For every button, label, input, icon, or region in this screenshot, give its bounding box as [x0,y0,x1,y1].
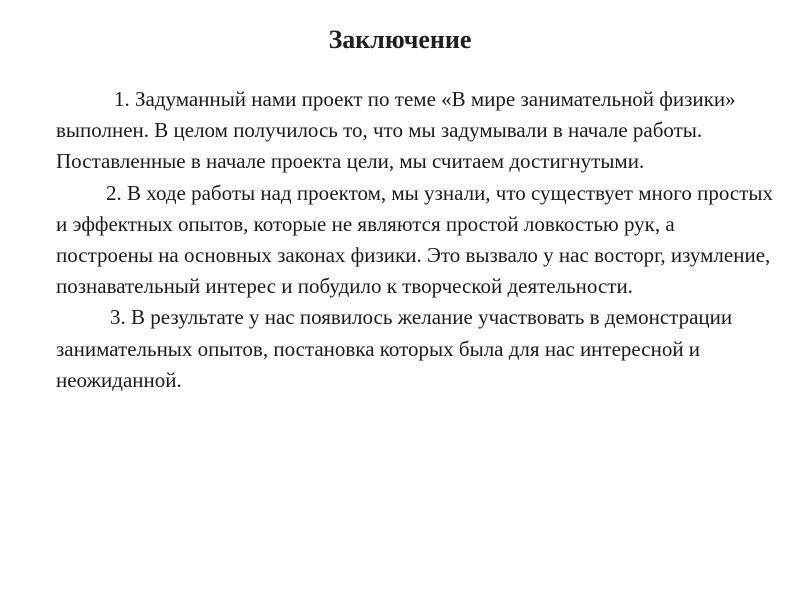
conclusion-paragraph-1: 1. Задуманный нами проект по теме «В мире занимательной физики» выполнен. В целом получилось то, что мы задумывали в начале работы. Поставленные в начале проекта цели, мы считаем достигнутыми. [56,87,736,174]
conclusion-paragraph-3: 3. В результате у нас появилось желание участвовать в демонстрации занимательных опытов, постановка которых была для нас интересной и неожиданной. [56,305,733,392]
slide-title: Заключение [328,25,472,54]
slide-body [56,84,776,396]
conclusion-paragraph-2: 2. В ходе работы над проектом, мы узнали, что существует много простых и эффектных опытов, которые не являются простой ловкостью рук, а построены на основных законах физики. Это вызвало у нас восторг, изумление, познавательный интерес и побудило к творческой деятельности. [56,180,773,299]
